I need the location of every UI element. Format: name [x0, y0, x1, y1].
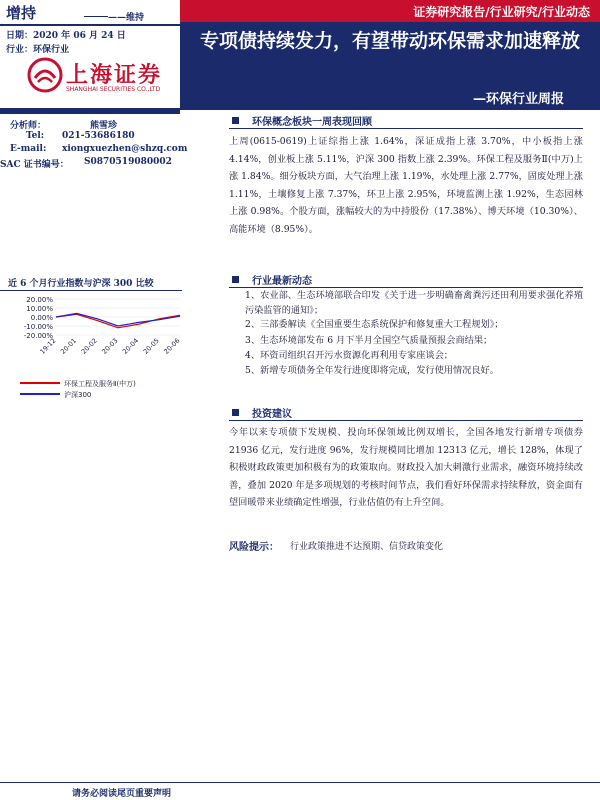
analyst-label: 分析师： [10, 121, 47, 131]
news-item: 4、环资司组织召开污水资源化再利用专家座谈会； [245, 350, 453, 361]
section-marker-icon [232, 276, 239, 283]
risk-text: 行业政策推进不达预期、信贷政策变化 [290, 542, 444, 552]
footer-disclaimer: 请务必阅读尾页重要声明 [72, 789, 172, 799]
advice-paragraph: 今年以来专项债下发规模、投向环保领域比例双增长，全国各地发行新增专项债券 21936 亿元，发行进度 96%，发行规模同比增加 12313 亿元，增长 128%，体现了积极财政政策更加积极有为的政策取向。财政投入加大刺激行业需求，融资环境持续改善，叠加 2020 年是多项规划的考核时间节点，我们看好环保需求持续释放，资金面有望回暖带来业绩确定性增强，行业估值仍有上升空间。 [229, 427, 583, 508]
report-title: 专项债持续发力，有望带动环保需求加速释放 [199, 30, 580, 52]
x-tick-label: 20-04 [121, 336, 141, 356]
logo-mark-icon [26, 56, 64, 94]
section-rule [229, 420, 583, 421]
news-item: 1、农业部、生态环境部联合印发《关于进一步明确畜禽粪污还田利用要求强化养殖污染监管的通知》； [245, 290, 583, 316]
report-subtitle: —环保行业周报 [472, 92, 564, 107]
rating-divider [84, 16, 108, 17]
company-logo [26, 56, 176, 96]
x-tick-label: 20-06 [162, 336, 182, 356]
section-review-title: 环保概念板块一周表现回顾 [252, 117, 372, 128]
news-item: 5、新增专项债务全年发行进度即将完成，发行使用情况良好。 [245, 365, 499, 376]
x-tick-label: 19-12 [38, 336, 58, 356]
x-tick-label: 20-01 [59, 336, 79, 356]
report-industry: 行业：环保行业 [6, 45, 70, 55]
tel-value: 021-53686180 [62, 131, 135, 141]
rating-sub: ——维持 [108, 13, 145, 23]
title-block [180, 22, 600, 110]
report-date: 日期：2020 年 06 月 24 日 [6, 31, 126, 41]
footer-rule [0, 782, 600, 783]
x-tick-label: 20-02 [79, 336, 99, 356]
report-type-banner [180, 0, 600, 22]
section-advice-title: 投资建议 [252, 409, 292, 420]
news-item: 2、三部委解读《全国重要生态系统保护和修复重大工程规划》； [245, 319, 504, 330]
analyst-top-band [0, 108, 180, 114]
sac-value: S0870519080002 [84, 157, 172, 167]
legend-label: 环保工程及服务Ⅱ(中万) [64, 380, 136, 388]
y-tick-label: -20.00% [23, 332, 53, 340]
x-tick-label: 20-03 [100, 336, 120, 356]
email-value[interactable]: xiongxuezhen@shzq.com [62, 144, 188, 154]
y-tick-label: -10.00% [23, 323, 53, 331]
review-paragraph: 上周(0615-0619)上证综指上涨 1.64%，深证成指上涨 3.70%，中小板指上涨 4.14%，创业板上涨 5.11%，沪深 300 指数上涨 2.39%。环保工程及服务Ⅱ(中万)上涨 1.84%。细分板块方面，大气治理上涨 1.19%，水处理上涨 2.77%，固废处理上涨 1.11%，土壤修复上涨 7.37%，环卫上涨 2.95%，环境监测上涨 1.92%，生态园林上涨 0.98%。个股方面，涨幅较大的为中持股份（17.38%）、博天环境（10.30%）、高能环境（8.95%）。 [229, 136, 583, 235]
analyst-name: 熊雪珍 [90, 121, 118, 131]
risk-label: 风险提示： [229, 542, 279, 553]
y-tick-label: 10.00% [26, 305, 53, 313]
y-tick-label: 0.00% [30, 314, 53, 322]
header-left-rule [0, 24, 180, 26]
sac-label: SAC 证书编号： [0, 160, 69, 170]
section-marker-icon [232, 409, 239, 416]
section-news-title: 行业最新动态 [252, 276, 312, 287]
y-tick-label: 20.00% [26, 296, 53, 304]
x-tick-label: 20-05 [141, 336, 161, 356]
chart-title: 近 6 个月行业指数与沪深 300 比较 [8, 279, 154, 289]
news-item: 3、生态环境部发布 6 月下半月全国空气质量预报会商结果； [245, 335, 493, 346]
series-line [56, 313, 180, 326]
section-rule [229, 128, 583, 129]
legend-label: 沪深300 [64, 391, 92, 399]
rating: 增持 [6, 4, 37, 22]
logo-name-en: SHANGHAI SECURITIES CO.,LTD [66, 86, 161, 93]
section-rule [229, 287, 583, 288]
tel-label: Tel: [26, 131, 45, 141]
section-marker-icon [232, 117, 239, 124]
email-label: E-mail: [10, 144, 47, 154]
report-type-text: 证券研究报告/行业研究/行业动态 [413, 5, 590, 19]
comparison-chart [0, 291, 190, 411]
logo-name-cn: 上海证券 [66, 62, 163, 88]
